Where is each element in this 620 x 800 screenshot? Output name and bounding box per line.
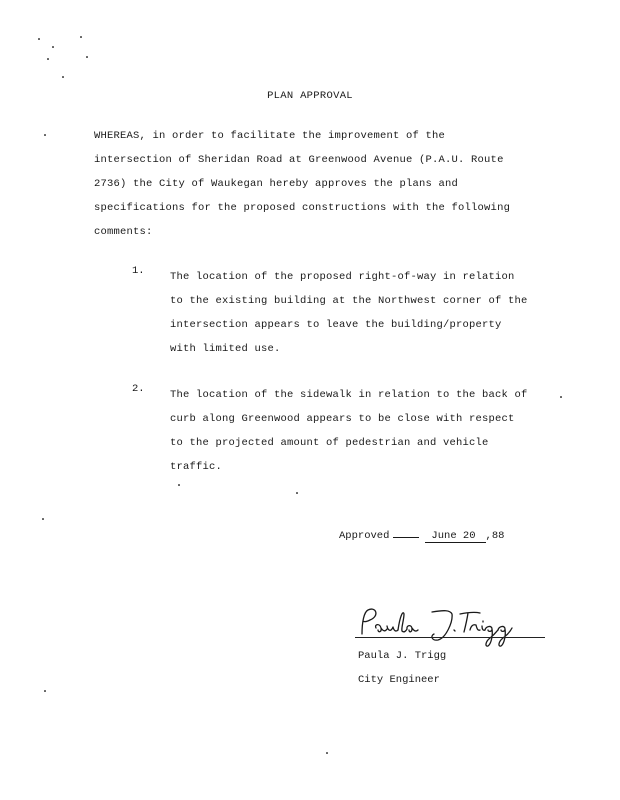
paragraph-line: WHEREAS, in order to facilitate the improvement of the xyxy=(94,130,446,142)
approval-year: ,88 xyxy=(485,530,505,542)
scan-speck xyxy=(42,518,44,520)
scan-speck xyxy=(44,690,46,692)
signature-line xyxy=(355,637,545,638)
item-line: curb along Greenwood appears to be close with respect xyxy=(170,413,515,425)
signatory-name: Paula J. Trigg xyxy=(358,650,447,662)
scan-speck xyxy=(80,36,82,38)
approval-date: June 20 xyxy=(425,530,485,543)
scan-speck xyxy=(86,56,88,58)
item-line: intersection appears to leave the building/property xyxy=(170,319,502,331)
scan-speck xyxy=(296,492,298,494)
scan-speck xyxy=(178,484,180,486)
item-line: with limited use. xyxy=(170,343,281,355)
scan-speck xyxy=(52,46,54,48)
scan-speck xyxy=(38,38,40,40)
item-number: 1. xyxy=(132,265,145,277)
item-text xyxy=(170,265,528,361)
paragraph-line: 2736) the City of Waukegan hereby approves the plans and xyxy=(94,178,459,190)
item-line: The location of the sidewalk in relation to the back of xyxy=(170,389,528,401)
item-line: traffic. xyxy=(170,461,223,473)
whereas-paragraph xyxy=(94,124,511,244)
scan-speck xyxy=(47,58,49,60)
signatory-title: City Engineer xyxy=(358,674,440,686)
paragraph-line: comments: xyxy=(94,226,153,238)
scan-speck xyxy=(44,134,46,136)
item-line: The location of the proposed right-of-way in relation xyxy=(170,271,515,283)
item-line: to the existing building at the Northwest corner of the xyxy=(170,295,528,307)
blank-line xyxy=(393,537,419,538)
item-number: 2. xyxy=(132,383,145,395)
scan-speck xyxy=(62,76,64,78)
approved-label: Approved xyxy=(339,530,390,542)
approval-line xyxy=(339,530,504,543)
item-text xyxy=(170,383,528,479)
scan-speck xyxy=(326,752,328,754)
paragraph-line: intersection of Sheridan Road at Greenwood Avenue (P.A.U. Route xyxy=(94,154,504,166)
item-line: to the projected amount of pedestrian and vehicle xyxy=(170,437,489,449)
paragraph-line: specifications for the proposed constructions with the following xyxy=(94,202,511,214)
scan-speck xyxy=(560,396,562,398)
document-title: PLAN APPROVAL xyxy=(267,90,353,102)
handwritten-signature xyxy=(354,604,554,650)
